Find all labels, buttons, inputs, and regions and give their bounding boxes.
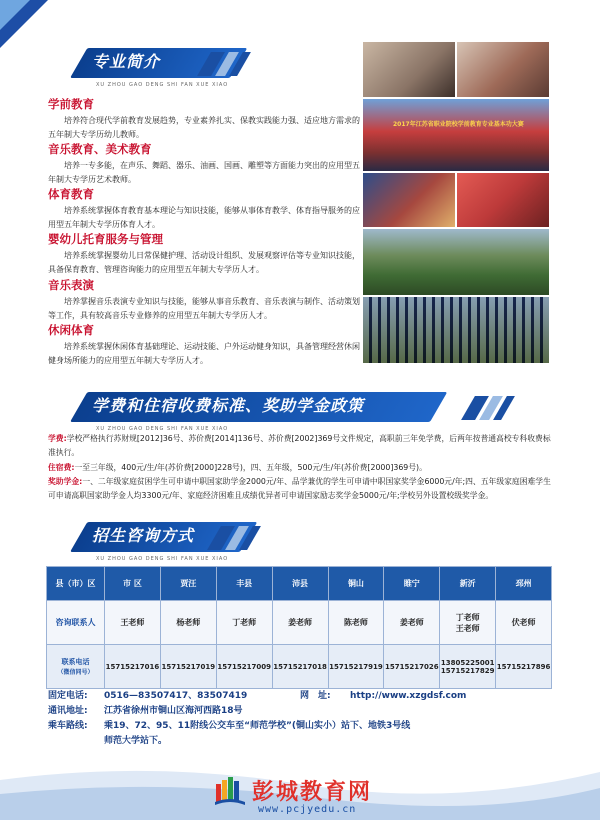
row-label: 咨询联系人: [47, 601, 105, 645]
major-name: 音乐表演: [48, 278, 94, 292]
photo-classroom: [363, 42, 455, 97]
major-name: 音乐教育、美术教育: [48, 142, 152, 156]
major-name: 体育教育: [48, 187, 94, 201]
major-item: [48, 277, 360, 323]
footer-url[interactable]: www.pcjyedu.cn: [258, 804, 357, 815]
policy-text: 一、二年级家庭贫困学生可申请中职国家助学金2000元/年、品学兼优的学生可申请中职国家奖学金6000元/年;四、五年级家庭困难学生可申请高职国家助学金人均3300元/年、家庭经济困难且成绩优异者可申请国家励志奖学金5000元/年;学校另外设置校级奖学金。: [48, 477, 551, 500]
section-title: 专业简介: [92, 52, 161, 71]
route-value: 乘19、72、95、11附线公交车至“师范学校”(铜山实小）站下、地铁3号线: [104, 721, 411, 731]
table-header-cell: 沛县: [272, 567, 328, 601]
photo-performance: [363, 173, 455, 227]
major-item: [48, 231, 360, 277]
addr-label: 通讯地址:: [48, 706, 88, 716]
phone-number: 15715217018: [272, 645, 328, 689]
section-title: 学费和住宿收费标准、奖助学金政策: [92, 396, 365, 415]
policy-label: 住宿费:: [48, 463, 75, 472]
table-header-cell: 新沂: [440, 567, 496, 601]
contact-person: 丁老师: [216, 601, 272, 645]
major-name: 婴幼儿托育服务与管理: [48, 232, 163, 246]
contact-addr-row: [48, 704, 466, 719]
row-label: [47, 645, 105, 689]
route-value-2: 师范大学站下。: [104, 736, 168, 746]
photo-students: [457, 42, 549, 97]
brand-name: 彭城教育网: [252, 779, 373, 805]
major-name: 学前教育: [48, 97, 94, 111]
table-header-cell: 铜山: [328, 567, 384, 601]
footer-logo[interactable]: [214, 774, 372, 806]
phone-number: 15715217019: [160, 645, 216, 689]
contact-route-row-2: [48, 734, 466, 749]
section-header-fees: [52, 390, 472, 432]
contact-person: 姜老师: [272, 601, 328, 645]
major-desc: 培养符合现代学前教育发展趋势，专业素养扎实、保教实践能力强、适应地方需求的五年制大专学历幼儿教师。: [48, 116, 360, 139]
route-label: 乘车路线:: [48, 721, 88, 731]
policy-lodging: [48, 461, 552, 475]
section-subtitle: XU ZHOU GAO DENG SHI FAN XUE XIAO: [96, 82, 229, 88]
policy-text: 学校严格执行苏财规[2012]36号、苏价费[2014]136号、苏价费[2002]369号文件规定，高职前三年免学费，后两年按普通高校专科收费标准执行。: [48, 434, 551, 457]
policy-label: 奖助学金:: [48, 477, 83, 486]
contact-table: [46, 566, 552, 689]
phone-number: 15715217016: [105, 645, 161, 689]
phone-number: 15715217026: [384, 645, 440, 689]
major-desc: 培养掌握音乐表演专业知识与技能，能够从事音乐教育、音乐表演与制作、活动策划等工作，具有较高音乐专业修养的应用型五年制大专学历人才。: [48, 297, 360, 320]
table-header-row: [47, 567, 552, 601]
major-item: [48, 186, 360, 232]
contact-tel-row: [48, 689, 466, 704]
major-item: [48, 322, 360, 368]
table-header-cell: 县（市）区: [47, 567, 105, 601]
contact-route-row: [48, 719, 466, 734]
table-header-cell: 丰县: [216, 567, 272, 601]
major-item: [48, 96, 360, 142]
photo-ceremony: [363, 297, 549, 363]
policy-aid: [48, 475, 552, 503]
phone-label: 联系电话: [61, 658, 90, 666]
policy-label: 学费:: [48, 434, 67, 443]
table-row-phones: [47, 645, 552, 689]
web-label: 网 址:: [300, 691, 331, 701]
section-title: 招生咨询方式: [92, 526, 195, 545]
table-row-contacts: [47, 601, 552, 645]
photo-competition: [363, 99, 549, 171]
contact-person: 丁老师 王老师: [440, 601, 496, 645]
photo-outdoor: [363, 229, 549, 295]
major-desc: 培养系统掌握婴幼儿日常保健护理、活动设计组织、发展观察评估等专业知识技能，具备保育教育、管理咨询能力的应用型五年制大专学历人才。: [48, 251, 360, 274]
phone-number: 15715217896: [496, 645, 552, 689]
phone-number: 15715217009: [216, 645, 272, 689]
contact-person: 陈老师: [328, 601, 384, 645]
major-desc: 培养系统掌握休闲体育基础理论、运动技能、户外运动健身知识，具备管理经营休闲健身场所能力的应用型五年制大专学历人才。: [48, 342, 360, 365]
policy-fee: [48, 432, 552, 460]
contact-person: 杨老师: [160, 601, 216, 645]
major-item: [48, 141, 360, 187]
table-header-cell: 睢宁: [384, 567, 440, 601]
policy-text: 一至三年级，400元/生/年(苏价费[2000]228号)，四、五年级，500元/生/年(苏价费[2000]369号)。: [74, 463, 427, 472]
photo-dance: [457, 173, 549, 227]
book-icon: [214, 774, 246, 806]
major-name: 休闲体育: [48, 323, 94, 337]
web-link[interactable]: http://www.xzgdsf.com: [350, 691, 467, 701]
addr-value: 江苏省徐州市铜山区海河西路18号: [104, 706, 243, 716]
major-desc: 培养一专多能，在声乐、舞蹈、器乐、油画、国画、雕塑等方面能力突出的应用型五年制大专学历艺术教师。: [48, 161, 360, 184]
contact-person: 姜老师: [384, 601, 440, 645]
phone-number: 15715217919: [328, 645, 384, 689]
table-header-cell: 邳州: [496, 567, 552, 601]
major-desc: 培养系统掌握体育教育基本理论与知识技能，能够从事体育教学、体育指导服务的应用型五年制大专学历体育人才。: [48, 206, 360, 229]
corner-decoration-light: [0, 0, 30, 30]
table-header-cell: 贾汪: [160, 567, 216, 601]
phone-number: 13805225001 15715217829: [440, 645, 496, 689]
section-subtitle: XU ZHOU GAO DENG SHI FAN XUE XIAO: [96, 426, 229, 432]
table-header-cell: 市 区: [105, 567, 161, 601]
phone-sublabel: （微信同号）: [57, 669, 94, 676]
tel-label: 固定电话:: [48, 691, 88, 701]
contact-info: [48, 689, 466, 749]
tel-value: 0516—83507417、83507419: [104, 691, 248, 701]
section-subtitle: XU ZHOU GAO DENG SHI FAN XUE XIAO: [96, 556, 229, 562]
contact-person: 伏老师: [496, 601, 552, 645]
contact-person: 王老师: [105, 601, 161, 645]
photo-caption: 2017年江苏省职业院校学前教育专业基本功大赛: [393, 121, 524, 128]
